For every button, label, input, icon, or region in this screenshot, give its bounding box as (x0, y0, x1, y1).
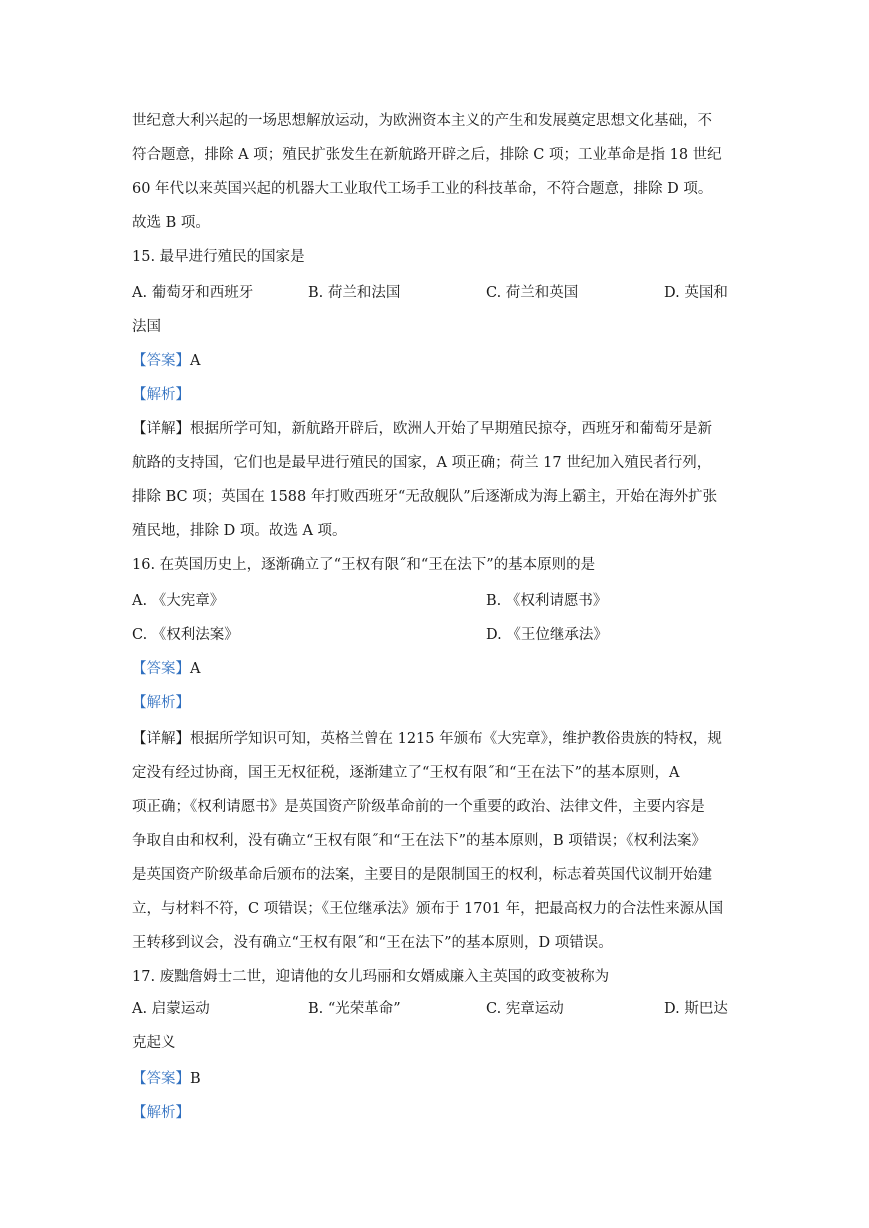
option-d: D. 《王位继承法》 (486, 627, 608, 643)
analysis-tag: 【解析】 (132, 1105, 190, 1121)
option-d: D. 英国和 (664, 285, 728, 301)
answer-tag: 【答案】 (132, 353, 190, 369)
detail-tag: 【详解】 (132, 731, 190, 747)
answer-line (132, 1069, 742, 1089)
option-a: A. 《大宪章》 (132, 593, 225, 609)
detail-text: 根据所学可知，新航路开辟后，欧洲人开始了早期殖民掠夺，西班牙和葡萄牙是新 (190, 421, 712, 437)
answer-value: B (190, 1071, 201, 1087)
detail-text: 根据所学知识可知，英格兰曾在 1215 年颁布《大宪章》，维护教俗贵族的特权，规 (190, 731, 722, 747)
detail-line: 排除 BC 项；英国在 1588 年打败西班牙“无敌舰队”后逐渐成为海上霸主，开始在海外扩张 (132, 489, 718, 505)
detail-line: 航路的支持国，它们也是最早进行殖民的国家，A 项正确；荷兰 17 世纪加入殖民者行列， (132, 455, 712, 471)
question-17-stem: 17. 废黜詹姆士二世，迎请他的女儿玛丽和女婿威廉入主英国的政变被称为 (132, 969, 610, 985)
answer-line (132, 351, 742, 371)
detail-line: 项正确；《权利请愿书》是英国资产阶级革命前的一个重要的政治、法律文件，主要内容是 (132, 799, 705, 815)
option-a: A. 启蒙运动 (132, 1001, 210, 1017)
analysis-line (132, 693, 742, 713)
option-c: C. 《权利法案》 (132, 627, 239, 643)
answer-value: A (190, 661, 201, 677)
detail-line: 王转移到议会，没有确立“王权有限˝和“王在法下”的基本原则，D 项错误。 (132, 935, 613, 951)
option-b: B. 荷兰和法国 (308, 285, 401, 301)
option-a: A. 葡萄牙和西班牙 (132, 285, 254, 301)
analysis-line (132, 1103, 742, 1123)
intro-line: 60 年代以来英国兴起的机器大工业取代工场手工业的科技革命，不符合题意，排除 D 项。 (132, 181, 713, 197)
detail-line (132, 729, 742, 749)
option-b: B. “光荣革命” (308, 1001, 401, 1017)
option-b: B. 《权利请愿书》 (486, 593, 608, 609)
question-16-stem: 16. 在英国历史上，逐渐确立了“王权有限˝和“王在法下”的基本原则的是 (132, 557, 596, 573)
option-d-wrap: 法国 (132, 319, 161, 335)
answer-value: A (190, 353, 201, 369)
intro-line: 符合题意，排除 A 项；殖民扩张发生在新航路开辟之后，排除 C 项；工业革命是指 18 世纪 (132, 147, 722, 163)
answer-line (132, 659, 742, 679)
option-c: C. 荷兰和英国 (486, 285, 579, 301)
detail-line: 定没有经过协商，国王无权征税，逐渐建立了“王权有限˝和“王在法下”的基本原则，A (132, 765, 680, 781)
detail-line (132, 419, 742, 439)
answer-tag: 【答案】 (132, 661, 190, 677)
detail-line: 殖民地，排除 D 项。故选 A 项。 (132, 523, 347, 539)
intro-line: 世纪意大利兴起的一场思想解放运动，为欧洲资本主义的产生和发展奠定思想文化基础，不 (132, 113, 712, 129)
analysis-tag: 【解析】 (132, 387, 190, 403)
option-c: C. 宪章运动 (486, 1001, 564, 1017)
intro-line: 故选 B 项。 (132, 215, 210, 231)
detail-line: 立，与材料不符，C 项错误；《王位继承法》颁布于 1701 年，把最高权力的合法性来源从国 (132, 901, 724, 917)
analysis-line (132, 385, 742, 405)
detail-line: 争取自由和权利，没有确立“王权有限˝和“王在法下”的基本原则，B 项错误；《权利法案》 (132, 833, 706, 849)
option-d: D. 斯巴达 (664, 1001, 728, 1017)
option-d-wrap: 克起义 (132, 1035, 176, 1051)
question-15-stem: 15. 最早进行殖民的国家是 (132, 249, 305, 265)
detail-tag: 【详解】 (132, 421, 190, 437)
answer-tag: 【答案】 (132, 1071, 190, 1087)
analysis-tag: 【解析】 (132, 695, 190, 711)
detail-line: 是英国资产阶级革命后颁布的法案，主要目的是限制国王的权利，标志着英国代议制开始建 (132, 867, 712, 883)
